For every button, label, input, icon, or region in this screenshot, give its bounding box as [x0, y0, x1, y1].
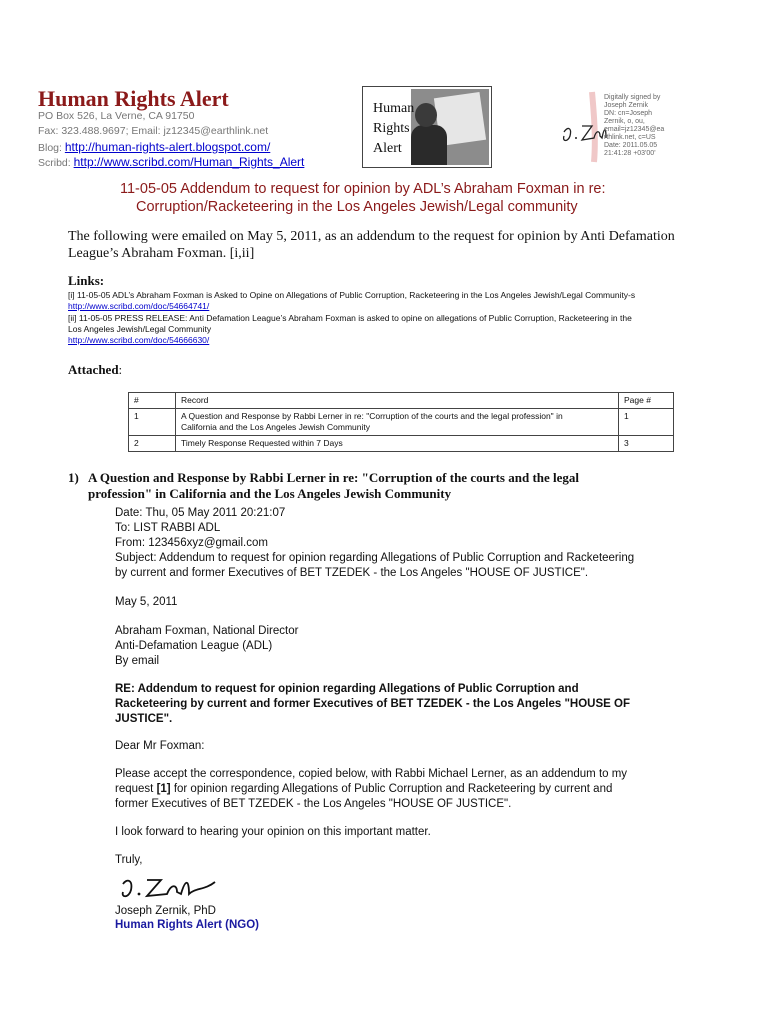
re-line1: RE: Addendum to request for opinion regarding Allegations of Public Corruption and	[115, 683, 579, 695]
blog-link[interactable]: http://human-rights-alert.blogspot.com/	[64, 140, 271, 154]
email-subject-line1: Subject: Addendum to request for opinion regarding Allegations of Public Corruption and Racketeering	[115, 552, 635, 564]
closing: Truly,	[115, 854, 143, 866]
re-line3: JUSTICE".	[115, 713, 173, 725]
document-title	[120, 180, 606, 216]
intro-paragraph	[68, 228, 728, 262]
digital-signature-text: Digitally signed by Joseph Zernik DN: cn=Joseph Zernik, o, ou, email=jz12345@ea rthlink.net, c=US Date: 2011.05.05 21:41:28 +03'00'	[604, 94, 665, 157]
intro-line1: The following were emailed on May 5, 2011, as an addendum to the request for opinion by Anti Defamation	[68, 229, 675, 244]
scribd-link[interactable]: http://www.scribd.com/Human_Rights_Alert	[73, 155, 305, 169]
body1-line2	[115, 782, 612, 797]
address-line: PO Box 526, La Verne, CA 91750	[38, 110, 195, 122]
table-row	[129, 409, 674, 436]
logo-text-line1: Human	[373, 101, 415, 116]
title-line1: 11-05-05 Addendum to request for opinion by ADL’s Abraham Foxman in re:	[120, 181, 606, 197]
link-item-1-text: [i] 11-05-05 ADL’s Abraham Foxman is Asked to Opine on Allegations of Public Corruption, Racketeering in the Los Angeles Jewish/Legal Community-s	[68, 290, 636, 300]
email-to: To: LIST RABBI ADL	[115, 522, 221, 534]
signer-name: Joseph Zernik, PhD	[115, 905, 216, 917]
link-item-2-text2: Los Angeles Jewish/Legal Community	[68, 324, 212, 334]
recipient-name: Abraham Foxman, National Director	[115, 625, 299, 637]
org-title: Human Rights Alert	[38, 86, 229, 111]
section-1-heading-line2: profession" in California and the Los Angeles Jewish Community	[88, 486, 452, 501]
body1-line2b: for opinion regarding Allegations of Public Corruption and Racketeering by current and	[170, 783, 613, 795]
reference-1: [1]	[156, 783, 171, 795]
email-date: Date: Thu, 05 May 2011 20:21:07	[115, 507, 286, 519]
recipient-org: Anti-Defamation League (ADL)	[115, 640, 273, 652]
attached-colon: :	[118, 362, 123, 377]
attached-label: Attached	[68, 362, 119, 377]
row-record: Timely Response Requested within 7 Days	[176, 436, 619, 452]
row-number: 2	[129, 436, 176, 452]
blog-line	[38, 140, 270, 154]
row-number: 1	[129, 409, 176, 436]
email-subject-line2: by current and former Executives of BET TZEDEK - the Los Angeles "HOUSE OF JUSTICE".	[115, 567, 589, 579]
row-page: 1	[619, 409, 674, 436]
link-item-2-url[interactable]: http://www.scribd.com/doc/54666630/	[68, 335, 210, 345]
row-record-line2: California and the Los Angeles Jewish Community	[181, 422, 370, 432]
scribd-label: Scribd:	[38, 157, 71, 169]
body1-line2a: request	[115, 783, 157, 795]
re-line2: Racketeering by current and former Executives of BET TZEDEK - the Los Angeles "HOUSE OF	[115, 698, 630, 710]
org-logo	[362, 86, 492, 168]
link-item-1-url[interactable]: http://www.scribd.com/doc/54664741/	[68, 301, 210, 311]
section-1-heading-line1: A Question and Response by Rabbi Lerner in re: "Corruption of the courts and the legal	[88, 470, 580, 485]
delivery-method: By email	[115, 655, 160, 667]
body2: I look forward to hearing your opinion on this important matter.	[115, 826, 431, 838]
intro-line2: League’s Abraham Foxman. [i,ii]	[68, 246, 255, 261]
email-from: From: 123456xyz@gmail.com	[115, 537, 268, 549]
letter-date: May 5, 2011	[115, 596, 178, 608]
attachments-table	[128, 392, 674, 452]
link-item-2	[68, 335, 209, 345]
row-record	[176, 409, 619, 436]
link-item-1	[68, 301, 209, 311]
link-item-2-text: [ii] 11-05-05 PRESS RELEASE: Anti Defamation League’s Abraham Foxman is asked to opine on allegations of Public Corruption, Racketeering in the	[68, 313, 632, 323]
row-page: 3	[619, 436, 674, 452]
signer-org: Human Rights Alert (NGO)	[115, 919, 259, 931]
scribd-line	[38, 155, 304, 169]
title-line2: Corruption/Racketeering in the Los Angeles Jewish/Legal community	[136, 199, 578, 215]
handwritten-signature	[115, 868, 235, 904]
section-1-number: 1)	[68, 470, 79, 485]
logo-figure-head	[415, 103, 437, 127]
body1-line1: Please accept the correspondence, copied below, with Rabbi Michael Lerner, as an addendum to my	[115, 768, 628, 780]
header-number: #	[129, 393, 176, 409]
logo-text-line3: Alert	[373, 141, 402, 156]
row-record-line1: A Question and Response by Rabbi Lerner in re: "Corruption of the courts and the legal profession" in	[181, 411, 563, 421]
attached-heading	[68, 362, 122, 378]
table-row	[129, 436, 674, 452]
header-record: Record	[176, 393, 619, 409]
logo-text-line2: Rights	[373, 121, 410, 136]
logo-figure	[411, 125, 447, 165]
table-header-row	[129, 393, 674, 409]
links-heading: Links:	[68, 273, 105, 288]
header-page: Page #	[619, 393, 674, 409]
salutation: Dear Mr Foxman:	[115, 740, 205, 752]
blog-label: Blog:	[38, 142, 62, 154]
contact-line: Fax: 323.488.9697; Email: jz12345@earthlink.net	[38, 125, 269, 137]
body1-line3: former Executives of BET TZEDEK - the Los Angeles "HOUSE OF JUSTICE".	[115, 798, 512, 810]
